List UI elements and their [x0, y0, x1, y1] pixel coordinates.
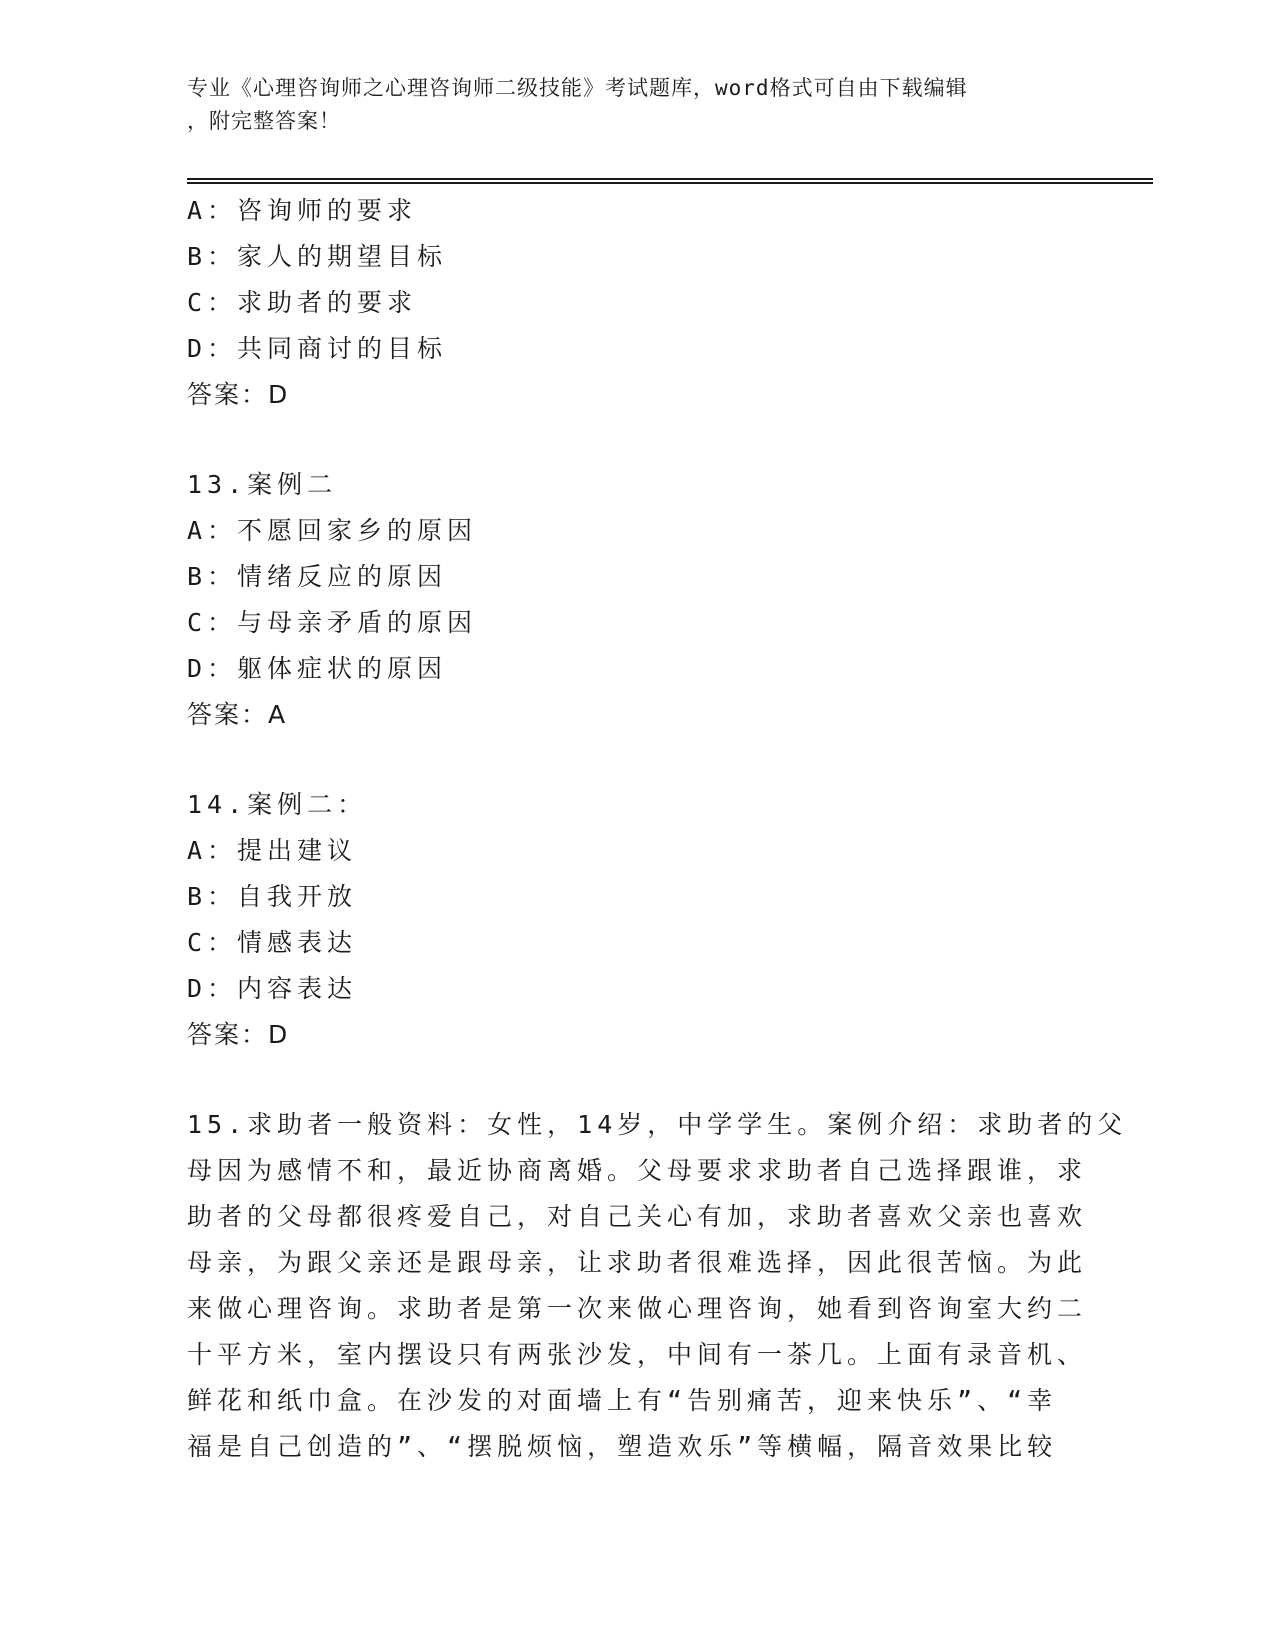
paragraph-line: 母亲，为跟父亲还是跟母亲，让求助者很难选择，因此很苦恼。为此	[187, 1248, 1088, 1277]
header-line-1: 专业《心理咨询师之心理咨询师二级技能》考试题库，word格式可自由下载编辑	[187, 76, 968, 100]
option-a: A：咨询师的要求	[187, 196, 418, 225]
paragraph-line: 母因为感情不和，最近协商离婚。父母要求求助者自己选择跟谁，求	[187, 1156, 1088, 1185]
header-line-2: ，附完整答案！	[187, 109, 341, 133]
option-a: A：不愿回家乡的原因	[187, 516, 478, 545]
question-block-15	[187, 1102, 1128, 1470]
option-c: C：情感表达	[187, 928, 358, 957]
question-block-13	[187, 462, 1087, 738]
answer-line: 答案：A	[187, 700, 288, 729]
option-d: D：躯体症状的原因	[187, 654, 448, 683]
spacer	[187, 738, 1087, 782]
question-title: 13.案例二	[187, 470, 338, 499]
question-title: 14.案例二：	[187, 790, 368, 819]
header-rule-bottom	[187, 182, 1153, 184]
option-c: C：求助者的要求	[187, 288, 418, 317]
paragraph-line: 来做心理咨询。求助者是第一次来做心理咨询，她看到咨询室大约二	[187, 1294, 1088, 1323]
header-rule-top	[187, 178, 1153, 180]
document-header	[187, 72, 1087, 138]
option-b: B：自我开放	[187, 882, 358, 911]
paragraph-line: 十平方米，室内摆设只有两张沙发，中间有一茶几。上面有录音机、	[187, 1340, 1088, 1369]
question-block-14	[187, 782, 1087, 1058]
option-c: C：与母亲矛盾的原因	[187, 608, 478, 637]
spacer	[187, 418, 1087, 462]
option-b: B：情绪反应的原因	[187, 562, 448, 591]
answer-line: 答案：D	[187, 380, 290, 409]
paragraph-line: 福是自己创造的”、“摆脱烦恼，塑造欢乐”等横幅，隔音效果比较	[187, 1432, 1058, 1461]
question-block-12	[187, 188, 1087, 418]
option-b: B：家人的期望目标	[187, 242, 448, 271]
spacer	[187, 1058, 1087, 1102]
document-body	[187, 188, 1128, 1470]
paragraph-line: 鲜花和纸巾盒。在沙发的对面墙上有“告别痛苦，迎来快乐”、“幸	[187, 1386, 1058, 1415]
option-d: D：共同商讨的目标	[187, 334, 448, 363]
paragraph-line: 15.求助者一般资料：女性，14岁，中学学生。案例介绍：求助者的父	[187, 1110, 1128, 1139]
paragraph-line: 助者的父母都很疼爱自己，对自己关心有加，求助者喜欢父亲也喜欢	[187, 1202, 1088, 1231]
option-d: D：内容表达	[187, 974, 358, 1003]
answer-line: 答案：D	[187, 1020, 290, 1049]
option-a: A：提出建议	[187, 836, 358, 865]
